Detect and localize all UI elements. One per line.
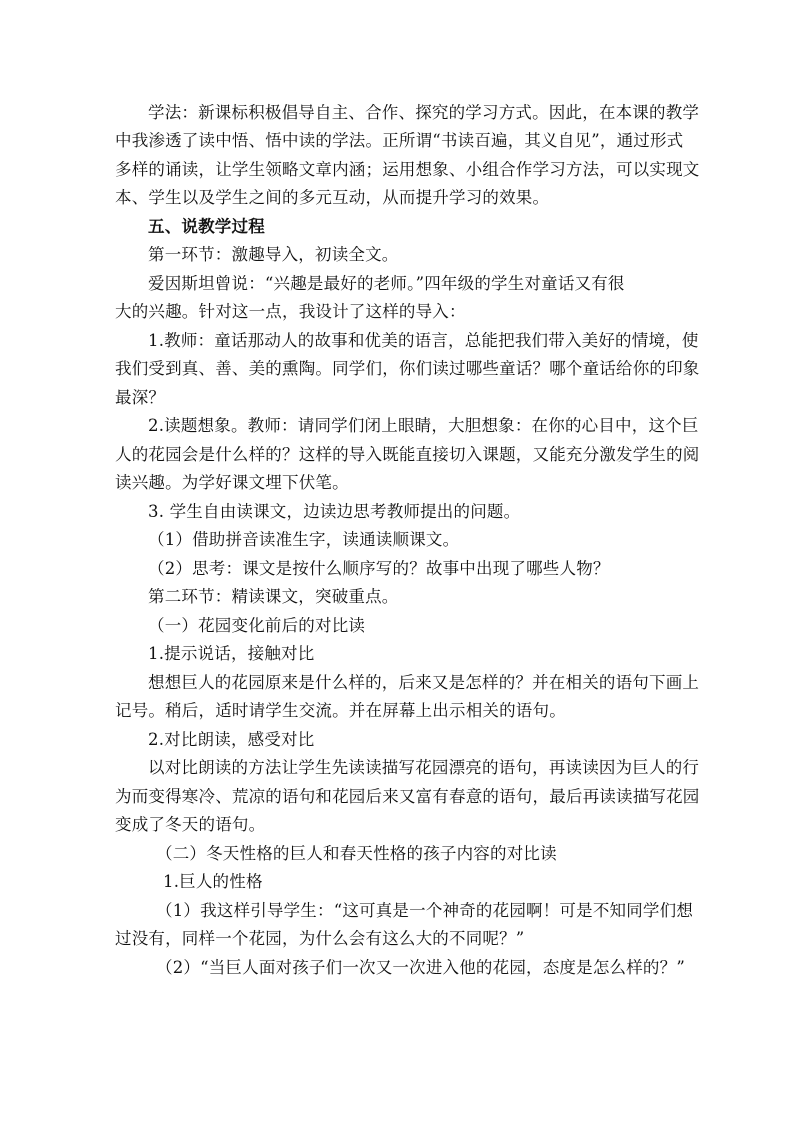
paragraph-line: 本、学生以及学生之间的多元互动，从而提升学习的效果。 <box>115 188 550 207</box>
paragraph-line: 记号。稍后，适时请学生交流。并在屏幕上出示相关的语句。 <box>115 701 566 720</box>
paragraph-line: 多样的诵读，让学生领略文章内涵；运用想象、小组合作学习方法，可以实现文 <box>115 160 700 179</box>
paragraph-line: 2.读题想象。教师：请同学们闭上眼睛，大胆想象：在你的心目中，这个巨 <box>148 416 699 435</box>
paragraph-line: 大的兴趣。针对这一点，我设计了这样的导入： <box>115 302 466 321</box>
paragraph-line: 1.巨人的性格 <box>163 872 263 891</box>
paragraph-line: 3. 学生自由读课文，边读边思考教师提出的问题。 <box>148 502 521 521</box>
paragraph-line: 以对比朗读的方法让学生先读读描写花园漂亮的语句，再读读因为巨人的行 <box>148 758 700 777</box>
paragraph-line: （2）“当巨人面对孩子们一次又一次进入他的花园，态度是怎么样的？” <box>156 958 685 977</box>
paragraph-line: 中我渗透了读中悟、悟中读的学法。正所谓“书读百遍，其义自见”，通过形式 <box>115 131 684 150</box>
paragraph-line: （二）冬天性格的巨人和春天性格的孩子内容的对比读 <box>156 844 557 863</box>
paragraph-line: 过没有，同样一个花园，为什么会有这么大的不同呢？” <box>115 929 525 948</box>
paragraph-line: 学法：新课标积极倡导自主、合作、探究的学习方式。因此，在本课的教学 <box>148 103 700 122</box>
paragraph-line: 人的花园会是什么样的？这样的导入既能直接切入课题，又能充分激发学生的阅 <box>115 445 700 464</box>
paragraph-line: 1.教师：童话那动人的故事和优美的语言，总能把我们带入美好的情境，使 <box>148 331 699 350</box>
paragraph-line: 1.提示说话，接触对比 <box>148 644 315 663</box>
paragraph-line: 为而变得寒冷、荒凉的语句和花园后来又富有春意的语句，最后再读读描写花园 <box>115 787 700 806</box>
paragraph-line: 想想巨人的花园原来是什么样的，后来又是怎样的？并在相关的语句下画上 <box>148 673 700 692</box>
paragraph-line: （2）思考：课文是按什么顺序写的？故事中出现了哪些人物？ <box>148 559 610 578</box>
paragraph-line: （一）花园变化前后的对比读 <box>148 616 366 635</box>
paragraph-line: 2.对比朗读，感受对比 <box>148 730 315 749</box>
paragraph-line: 我们受到真、善、美的熏陶。同学们，你们读过哪些童话？哪个童话给你的印象 <box>115 359 700 378</box>
paragraph-line: 第一环节：激趣导入，初读全文。 <box>148 245 399 264</box>
paragraph-line: 读兴趣。为学好课文埋下伏笔。 <box>115 473 349 492</box>
section-heading: 五、说教学过程 <box>148 217 265 236</box>
paragraph-line: （1）借助拼音读准生字，读通读顺课文。 <box>148 530 460 549</box>
paragraph-line: 最深？ <box>115 388 166 407</box>
paragraph-line: 爱因斯坦曾说：“兴趣是最好的老师。”四年级的学生对童话又有很 <box>148 274 625 293</box>
paragraph-line: 第二环节：精读课文，突破重点。 <box>148 587 399 606</box>
paragraph-line: （1）我这样引导学生：“这可真是一个神奇的花园啊！可是不知同学们想 <box>156 901 694 920</box>
paragraph-line: 变成了冬天的语句。 <box>115 815 266 834</box>
